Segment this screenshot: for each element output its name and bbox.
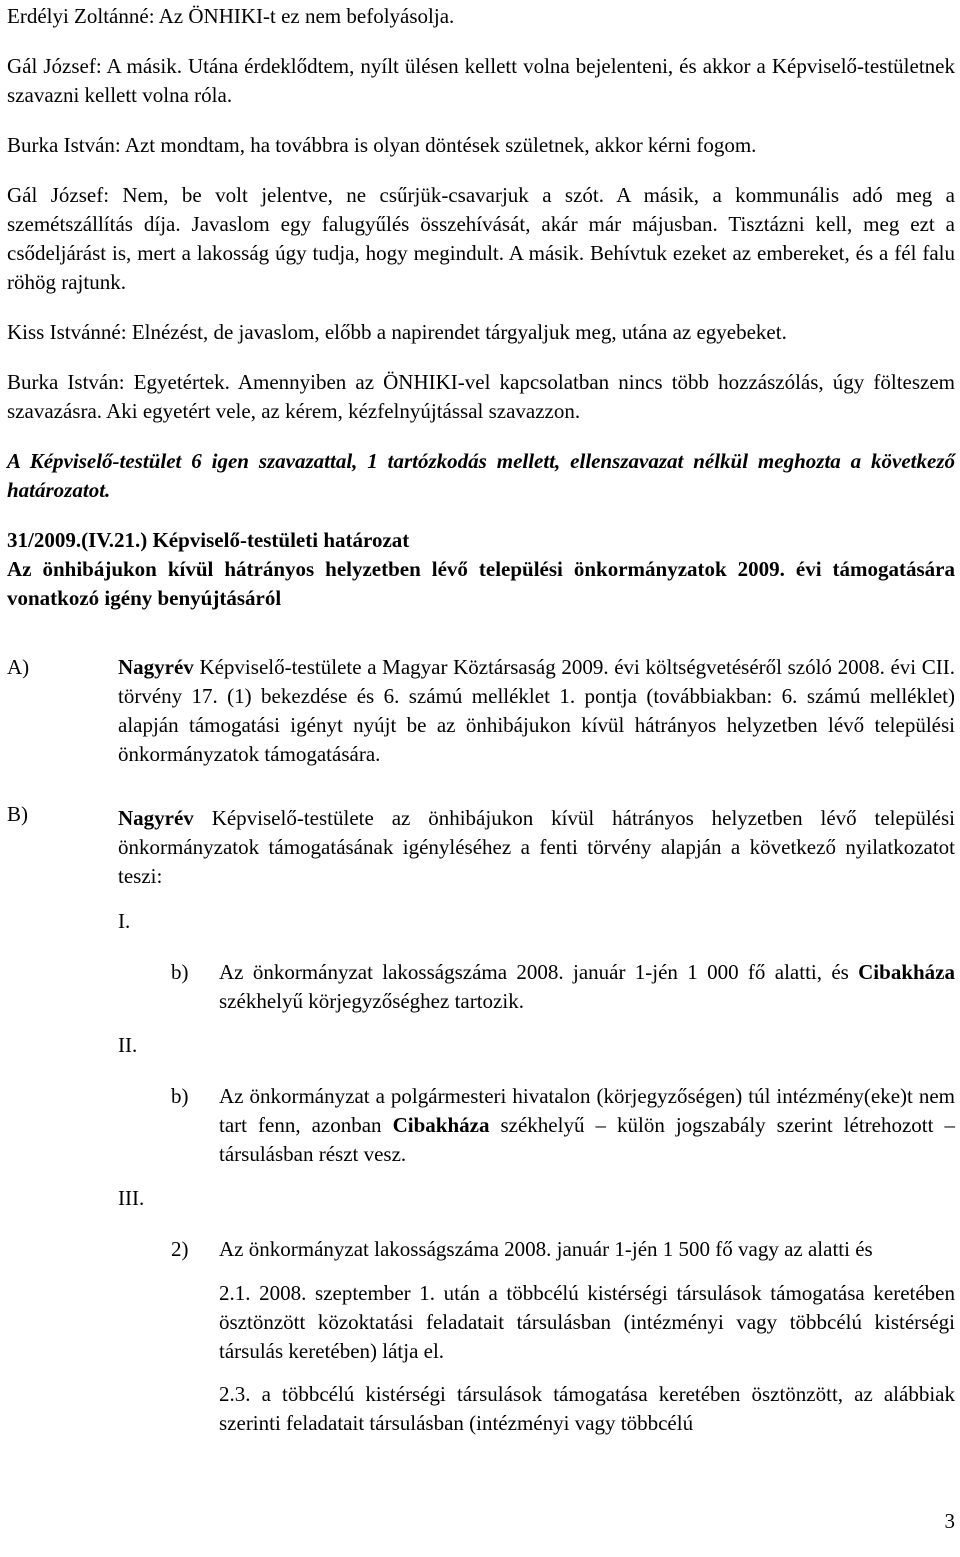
- statement-2-text-end: székhelyű – külön jogszabály szerint létrehozott – társulásban részt vesz.: [219, 1113, 955, 1166]
- section-numeral-2: II.: [118, 1033, 138, 1057]
- list-label-a: A): [7, 655, 30, 679]
- list-label-b: B): [7, 802, 28, 826]
- municipality-name-a: Nagyrév: [118, 655, 194, 679]
- seat-name-1: Cibakháza: [858, 960, 955, 984]
- page-number: 3: [944, 1509, 955, 1533]
- list-item-a: [7, 653, 955, 769]
- statement-2: [171, 1082, 955, 1169]
- statement-2-text: Az önkormányzat a polgármesteri hivatalon (körjegyzőségen) túl intézmény(eke)t nem tart fenn, azonban: [219, 1084, 955, 1137]
- seat-name-2: Cibakháza: [392, 1113, 490, 1137]
- paragraph-kiss: Kiss Istvánné: Elnézést, de javaslom, előbb a napirendet tárgyaljuk meg, utána az egyebeket.: [7, 320, 787, 344]
- section-numeral-3: III.: [118, 1186, 145, 1210]
- statement-3-text: Az önkormányzat lakosságszáma 2008. január 1-jén 1 500 fő vagy az alatti és: [219, 1237, 873, 1261]
- decision-title: Az önhibájukon kívül hátrányos helyzetben lévő települési önkormányzatok 2009. évi támogatására vonatkozó igény benyújtásáról: [7, 557, 955, 610]
- paragraph-burka-1: Burka István: Azt mondtam, ha továbbra is olyan döntések születnek, akkor kérni fogom.: [7, 133, 757, 157]
- resolution-statement: A Képviselő-testület 6 igen szavazattal, 1 tartózkodás mellett, ellenszavazat nélkül meghozta a következő határozatot.: [7, 449, 955, 502]
- statement-1-text: Az önkormányzat lakosságszáma 2008. január 1-jén 1 000 fő alatti, és: [219, 960, 859, 984]
- subpoint-2-1: 2.1. 2008. szeptember 1. után a többcélú kistérségi társulások támogatása keretében ösztönzött közoktatási feladatait társulásban (intézményi vagy többcélú kistérségi társulás keretében) látja el.: [219, 1281, 955, 1363]
- paragraph-erdelyi: Erdélyi Zoltánné: Az ÖNHIKI-t ez nem befolyásolja.: [7, 4, 455, 28]
- paragraph-burka-2: Burka István: Egyetértek. Amennyiben az ÖNHIKI-vel kapcsolatban nincs több hozzászólás, úgy fölteszem szavazásra. Aki egyetért vele, az kérem, kézfelnyújtással szavazzon.: [7, 370, 955, 423]
- statement-label-1: b): [171, 960, 189, 984]
- section-numeral-1: I.: [118, 909, 131, 933]
- statement-1: [171, 958, 955, 1016]
- subpoint-2-3: 2.3. a többcélú kistérségi társulások támogatása keretében ösztönzött, az alábbiak szerinti feladatait társulásban (intézményi vagy többcélú: [219, 1382, 955, 1435]
- list-text-a: Képviselő-testülete a Magyar Köztársaság 2009. évi költségvetéséről szóló 2008. évi CII. törvény 17. (1) bekezdése és 6. számú melléklet 1. pontja (továbbiakban: 6. számú melléklet) alapján támogatási igényt nyújt be az önhibájukon kívül hátrányos helyzetben lévő települési önkormányzatok támogatására.: [118, 655, 955, 766]
- document-page: [7, 0, 955, 1438]
- list-item-b: [7, 802, 955, 891]
- statement-3: [171, 1235, 955, 1264]
- statement-1-text-end: székhelyű körjegyzőséghez tartozik.: [219, 989, 524, 1013]
- paragraph-gal-1: Gál József: A másik. Utána érdeklődtem, nyílt ülésen kellett volna bejelenteni, és akkor a Képviselő-testületnek szavazni kellett volna róla.: [7, 54, 955, 107]
- decision-number: 31/2009.(IV.21.) Képviselő-testületi határozat: [7, 528, 410, 552]
- municipality-name-b: Nagyrév: [118, 806, 194, 830]
- statement-label-2: b): [171, 1084, 189, 1108]
- statement-label-3: 2): [171, 1237, 189, 1261]
- paragraph-gal-2: Gál József: Nem, be volt jelentve, ne csűrjük-csavarjuk a szót. A másik, a kommunális adó meg a szemétszállítás díja. Javaslom egy falugyűlés összehívását, akár már májusban. Tisztázni kell, meg ezt a csődeljárást is, mert a lakosság úgy tudja, hogy megindult. A másik. Behívtuk ezeket az embereket, és a fél falu röhög rajtunk.: [7, 183, 955, 294]
- list-text-b: Képviselő-testülete az önhibájukon kívül hátrányos helyzetben lévő települési önkormányzatok támogatásának igényléséhez a fenti törvény alapján a következő nyilatkozatot teszi:: [118, 806, 955, 888]
